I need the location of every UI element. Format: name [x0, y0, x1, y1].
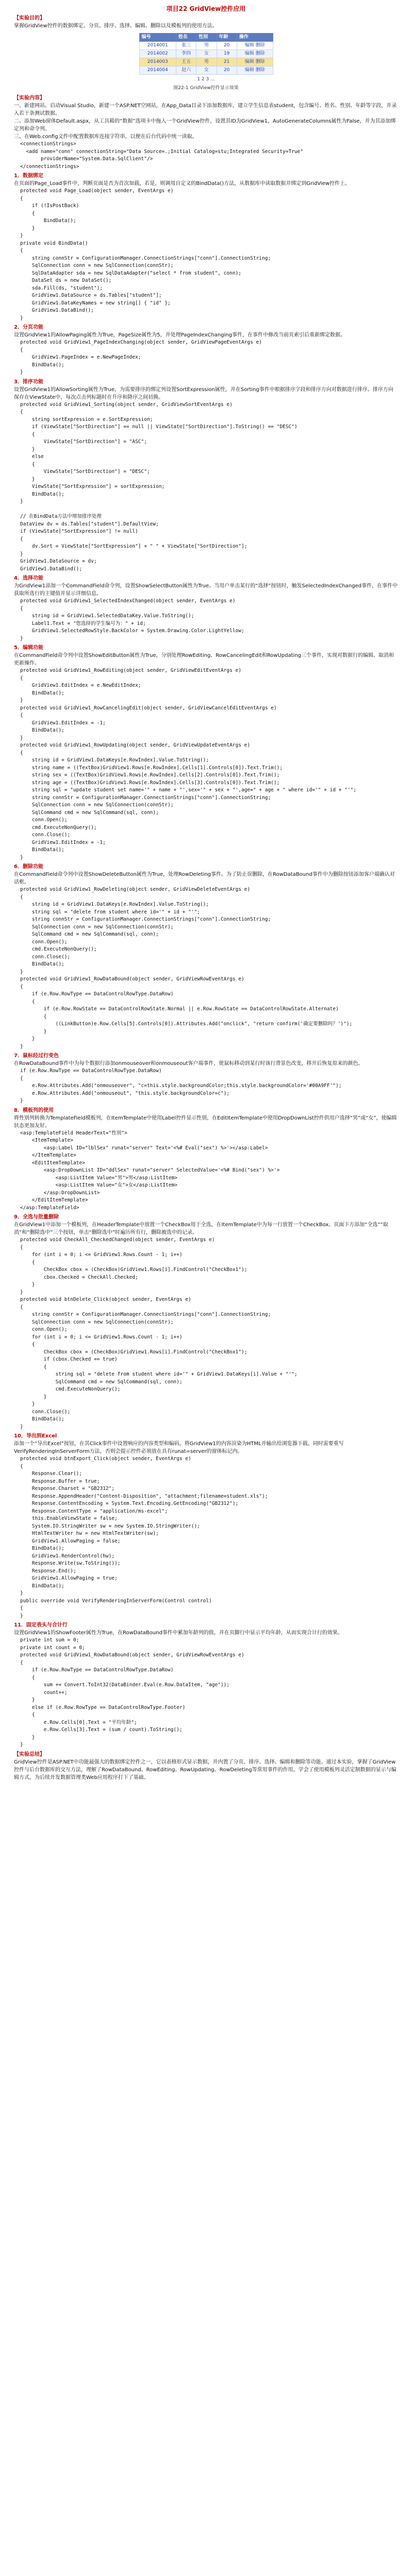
doc-section [14, 324, 398, 377]
section-heading: 1．数据绑定 [14, 173, 43, 179]
section-text: 在页面的Page_Load事件中，判断页面是否为首次加载，若是，则调用自定义的BindData()方法，从数据库中读取数据并绑定到GridView控件上。 [14, 181, 350, 187]
doc-section [14, 378, 398, 573]
row-action-links[interactable]: 编辑 删除 [237, 58, 273, 66]
section-text: 设置GridView1的AllowSorting属性为True，为需要排序的绑定列设置SortExpression属性，并在Sorting事件中根据排序字段和排序方向对数据进行排序。排序方向保存在ViewState中，每次点击列标题时在升序和降序之间切换。 [14, 386, 393, 400]
intro-text: 掌握GridView控件的数据绑定、分页、排序、选择、编辑、删除以及模板列的使用方法。 [14, 23, 218, 29]
section-text: 在CommandField命令列中设置ShowDeleteButton属性为True，处理RowDeleting事件。为了防止误删除，在RowDataBound事件中为删除按钮添加客户端确认对话框。 [14, 872, 395, 885]
code-block: protected void GridView1_RowEditing(object sender, GridViewEditEventArgs e) { GridView1.EditIndex = e.NewEditIndex; BindData(); } protected void GridView1_RowCancelingEdit(object sender, GridViewCancelEditEventArgs e) { GridView1.EditIndex = -1; BindData(); } protected void GridView1_RowUpdating(object sender, GridViewUpdateEventArgs e) { string id = GridView1.DataKeys[e.RowIndex].Value.ToString(); string name = ((TextBox)GridView1.Rows[e.RowIndex].Cells[1].Controls[0]).Text.Trim(); string sex = ((TextBox)GridView1.Rows[e.RowIndex].Cells[2].Controls[0]).Text.Trim(); string age = ((TextBox)GridView1.Rows[e.RowIndex].Cells[3].Controls[0]).Text.Trim(); string sql = "update student set name='" + name + "',sex='" + sex + "',age=" + age + " where id='" + id + "'"; string connStr = ConfigurationManager.ConnectionStrings["conn"].ConnectionString; SqlConnection conn = new SqlConnection(connStr); SqlCommand cmd = new SqlCommand(sql, conn); conn.Open(); cmd.ExecuteNonQuery(); conn.Close(); GridView1.EditIndex = -1; BindData(); } [20, 668, 357, 860]
table-header-cell[interactable]: 性别 [196, 33, 217, 42]
code-block: protected void btnExport_Click(object sender, EventArgs e) { Response.Clear(); Response.Buffer = true; Response.Charset = "GB2312"; Response.AppendHeader("Content-Disposition", "attachment;filename=student.xls"); Response.ContentEncoding = System.Text.Encoding.GetEncoding("GB2312"); Response.ContentType = "application/ms-excel"; this.EnableViewState = false; System.IO.StringWriter sw = new System.IO.StringWriter(); HtmlTextWriter hw = new HtmlTextWriter(sw); GridView1.AllowPaging = false; BindData(); GridView1.RenderControl(hw); Response.Write(sw.ToString()); Response.End(); GridView1.AllowPaging = true; BindData(); } public override void VerifyRenderingInServerForm(Control control) { } [20, 1456, 268, 1619]
code-block: if (e.Row.RowType == DataControlRowType.DataRow) { e.Row.Attributes.Add("onmouseover", "c=this.style.backgroundColor;this.style.backgroundColor='#00A9FF'"); e.Row.Attributes.Add("onmouseout", "this.style.backgroundColor=c"); } [20, 1068, 342, 1104]
code-block: protected void CheckAll_CheckedChanged(object sender, EventArgs e) { for (int i = 0; i <= GridView1.Rows.Count - 1; i++) { CheckBox cbox = (CheckBox)GridView1.Rows[i].FindControl("CheckBox1"); cbox.Checked = CheckAll.Checked; } } protected void btnDelete_Click(object sender, EventArgs e) { string connStr = ConfigurationManager.ConnectionStrings["conn"].ConnectionString; SqlConnection conn = new SqlConnection(connStr); conn.Open(); for (int i = 0; i <= GridView1.Rows.Count - 1; i++) { CheckBox cbox = (CheckBox)GridView1.Rows[i].FindControl("CheckBox1"); if (cbox.Checked == true) { string sql = "delete from student where id='" + GridView1.DataKeys[i].Value + "'"; SqlCommand cmd = new SqlCommand(sql, conn); cmd.ExecuteNonQuery(); } } conn.Close(); BindData(); } [20, 1237, 298, 1430]
table-cell: 男 [196, 58, 217, 66]
table-header-cell[interactable]: 编号 [139, 33, 176, 42]
gridview-demo-table [139, 33, 273, 75]
table-header-cell[interactable]: 年龄 [217, 33, 237, 42]
table-cell: 女 [196, 66, 217, 75]
table-row[interactable] [139, 58, 273, 66]
doc-section [14, 863, 398, 1050]
table-cell: 王五 [176, 58, 196, 66]
section-text: 设置GridView1的ShowFooter属性为True，在RowDataBound事件中累加年龄列的值，并在页脚行中显示平均年龄，从而实现合计行的效果。 [14, 1630, 343, 1636]
doc-section [14, 1107, 398, 1212]
code-block: protected void GridView1_Sorting(object sender, GridViewSortEventArgs e) { string sortExpression = e.SortExpression; if (ViewState["SortDirection"] == null || ViewState["SortDirection"].ToString() == "DESC") { ViewState["SortDirection"] = "ASC"; } else { ViewState["SortDirection"] = "DESC"; } ViewState["SortExpression"] = sortExpression; BindData(); } // 在BindData方法中增加排序处理 DataView dv = ds.Tables["student"].DefaultView; if (ViewState["SortExpression"] != null) { dv.Sort = ViewState["SortExpression"] + " " + ViewState["SortDirection"]; } GridView1.DataSource = dv; GridView1.DataBind(); [20, 401, 298, 572]
table-row[interactable] [139, 66, 273, 75]
section-heading: 4．选择功能 [14, 575, 43, 581]
doc-section [14, 1751, 398, 1782]
section-heading: 5．编辑功能 [14, 645, 43, 651]
code-block: private int sum = 0; private int count = 0; protected void GridView1_RowDataBound(object sender, GridViewRowEventArgs e) { if (e.Row.RowType == DataControlRowType.DataRow) { sum += Convert.ToInt32(DataBinder.Eval(e.Row.DataItem, "age")); count++; } else if (e.Row.RowType == DataControlRowType.Footer) { e.Row.Cells[0].Text = "平均年龄"; e.Row.Cells[3].Text = (sum / count).ToString(); } } [20, 1637, 244, 1748]
table-cell: 2014002 [139, 50, 176, 58]
section-heading: 11．固定表头与合计行 [14, 1622, 68, 1628]
page-title: 项目22 GridView控件应用 [166, 5, 246, 12]
table-cell: 21 [217, 58, 237, 66]
code-block: protected void Page_Load(object sender, EventArgs e) { if (!IsPostBack) { BindData(); } } private void BindData() { string connStr = ConfigurationManager.ConnectionStrings["conn"].ConnectionString; SqlConnection conn = new SqlConnection(connStr); SqlDataAdapter sda = new SqlDataAdapter("select * from student", conn); DataSet ds = new DataSet(); sda.Fill(ds, "student"); GridView1.DataSource = ds.Tables["student"]; GridView1.DataKeyNames = new string[] { "id" }; GridView1.DataBind(); } [20, 188, 271, 321]
code-block: protected void GridView1_SelectedIndexChanged(object sender, EventArgs e) { string id = GridView1.SelectedDataKey.Value.ToString(); Label1.Text = "您选择的学生编号为：" + id; GridView1.SelectedRowStyle.BackColor = System.Drawing.Color.LightYellow; } [20, 598, 244, 641]
section-heading: 10．导出到Excel [14, 1433, 57, 1439]
intro-heading: 【实验目的】 [14, 15, 45, 21]
row-action-links[interactable]: 编辑 删除 [237, 50, 273, 58]
table-row[interactable] [139, 50, 273, 58]
code-block: protected void GridView1_RowDeleting(object sender, GridViewDeleteEventArgs e) { string id = GridView1.DataKeys[e.RowIndex].Value.ToString(); string sql = "delete from student where id='" + id + "'"; string connStr = ConfigurationManager.ConnectionStrings["conn"].ConnectionString; SqlConnection conn = new SqlConnection(connStr); SqlCommand cmd = new SqlCommand(sql, conn); conn.Open(); cmd.ExecuteNonQuery(); conn.Close(); BindData(); } protected void GridView1_RowDataBound(object sender, GridViewRowEventArgs e) { if (e.Row.RowType == DataControlRowType.DataRow) { if (e.Row.RowState == DataControlRowState.Normal || e.Row.RowState == DataControlRowState.Alternate) { ((LinkButton)e.Row.Cells[5].Controls[0]).Attributes.Add("onclick", "return confirm('确定要删除吗？')"); } } } [20, 887, 353, 1049]
table-cell: 2014003 [139, 58, 176, 66]
code-block: <asp:TemplateField HeaderText="性别"> <ItemTemplate> <asp:Label ID="lblSex" runat="server" Text='<%# Eval("sex") %>'></asp:Label> </ItemTemplate> <EditItemTemplate> <asp:DropDownList ID="ddlSex" runat="server" SelectedValue='<%# Bind("sex") %>'> <asp:ListItem Value="男">男</asp:ListItem> <asp:ListItem Value="女">女</asp:ListItem> </asp:DropDownList> </EditItemTemplate> </asp:TemplateField> [20, 1130, 280, 1211]
table-header-cell: 操作 [237, 33, 273, 42]
table-cell: 女 [196, 50, 217, 58]
table-header-cell[interactable]: 姓名 [176, 33, 196, 42]
row-action-links[interactable]: 编辑 删除 [237, 42, 273, 50]
pager-links[interactable]: 1 2 3 ... [197, 77, 215, 82]
doc-section [14, 1213, 398, 1431]
section-heading: 3．排序功能 [14, 379, 43, 385]
table-cell: 李四 [176, 50, 196, 58]
section-heading: 7．鼠标经过行变色 [14, 1053, 59, 1059]
table-cell: 2014004 [139, 66, 176, 75]
table-cell: 20 [217, 66, 237, 75]
doc-section [14, 644, 398, 861]
section-heading: 8．模板列的使用 [14, 1107, 54, 1113]
section-heading: 6．删除功能 [14, 864, 43, 870]
table-cell: 赵六 [176, 66, 196, 75]
section-heading: 【实验总结】 [14, 1751, 45, 1757]
section-text: 在RowDataBound事件中为每个数据行添加onmouseover和onmouseout客户端事件，使鼠标移动到某行时该行背景色改变，移开后恢复原来的颜色。 [14, 1061, 364, 1066]
section-text: 为GridView1添加一个CommandField命令列，设置ShowSelectButton属性为True。当用户单击某行的“选择”按钮时，触发SelectedIndexChanged事件，在事件中获取所选行的主键值并显示详细信息。 [14, 583, 398, 597]
doc-section [14, 94, 398, 171]
table-row[interactable] [139, 42, 273, 50]
sections-container [14, 94, 398, 1782]
doc-section [14, 1432, 398, 1620]
doc-section [14, 1052, 398, 1105]
section-text: GridView控件是ASP.NET中功能最强大的数据绑定控件之一，它以表格形式显示数据，并内置了分页、排序、选择、编辑和删除等功能。通过本实验，掌握了GridView控件与后台数据库的交互方法，理解了RowDataBound、RowEditing、RowUpdating、RowDeleting等常用事件的作用，学会了使用模板列灵活定制数据的显示与编辑方式，为后续开发数据管理类Web应用程序打下了基础。 [14, 1759, 397, 1781]
section-heading: 2．分页功能 [14, 325, 43, 330]
table-cell: 张三 [176, 42, 196, 50]
row-action-links[interactable]: 编辑 删除 [237, 66, 273, 75]
section-text: 设置GridView1的AllowPaging属性为True，PageSize属性为5，并处理PageIndexChanging事件，在事件中修改当前页索引后重新绑定数据。 [14, 332, 345, 338]
document-page [14, 0, 398, 1782]
section-text: 在GridView1中添加一个模板列，在HeaderTemplate中放置一个CheckBox用于全选，在ItemTemplate中为每一行放置一个CheckBox。页面下方添加“全选”“取消”和“删除选中”三个按钮，单击“删除选中”时遍历所有行，删除被选中的记录。 [14, 1222, 388, 1235]
table-cell: 19 [217, 50, 237, 58]
figure-gridview [14, 33, 398, 83]
table-cell: 20 [217, 42, 237, 50]
section-text: 一、新建网站。启动Visual Studio，新建一个ASP.NET空网站，在App_Data目录下添加数据库，建立学生信息表student，包含编号、姓名、性别、年龄等字段，并录入若干条测试数据。 二、添加Web窗体Default.aspx，从工具箱的“数据”选项卡中拖入一个GridView控件，设置其ID为GridView1，AutoGenerateColumns属性为False，并为其添加绑定列和命令列。 三、在Web.config文件中配置数据库连接字符串，以便在后台代码中统一读取。 [14, 103, 397, 140]
code-block: protected void GridView1_PageIndexChanging(object sender, GridViewPageEventArgs e) { GridView1.PageIndex = e.NewPageIndex; BindData(); } [20, 340, 262, 375]
section-heading: 【实验内容】 [14, 95, 45, 101]
table-cell: 2014001 [139, 42, 176, 50]
table-cell: 男 [196, 42, 217, 50]
section-text: 将性别列转换为TemplateField模板列，在ItemTemplate中使用Label控件显示性别，在EditItemTemplate中使用DropDownList控件供用户选择“男”或“女”，使编辑状态更加友好。 [14, 1115, 397, 1129]
section-text: 添加一个“导出Excel”按钮，在其Click事件中设置响应的内容类型和编码，将GridView1的内容渲染为HTML并输出给浏览器下载。同时需要重写VerifyRenderingInServerForm方法，否则会提示控件必须放在具有runat=server的窗体标记内。 [14, 1441, 344, 1454]
doc-section [14, 574, 398, 642]
section-heading: 9．全选与批量删除 [14, 1214, 59, 1220]
section-text: 在CommandField命令列中设置ShowEditButton属性为True，分别处理RowEditing、RowCancelingEdit和RowUpdating三个事件，实现对数据行的编辑、取消和更新操作。 [14, 653, 394, 666]
figure-caption: 图22-1 GridView控件显示效果 [173, 86, 239, 91]
table-header-row [139, 33, 273, 42]
doc-section [14, 172, 398, 322]
doc-section [14, 1621, 398, 1749]
code-block: <connectionStrings> <add name="conn" connectionString="Data Source=.;Initial Catalog=stu;Integrated Security=True" providerName="System.Data.SqlClient"/> </connectionStrings> [20, 141, 304, 170]
